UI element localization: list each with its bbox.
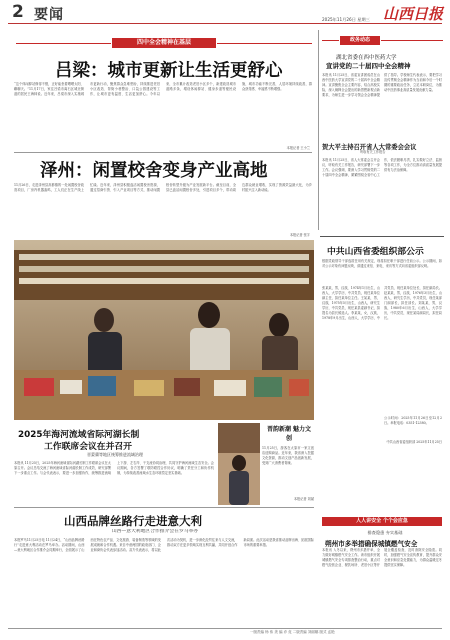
bookstore-photo <box>14 240 314 420</box>
divider-lvliang <box>14 152 312 153</box>
footer-rule <box>8 628 442 629</box>
safety-kicker: 排查隐患 夯实基础 <box>367 530 403 535</box>
org-box-top <box>320 236 444 237</box>
org-intro: 根据党政领导干部选拔任用有关规定，现将拟任职干部进行任前公示。公示期间，如对公示对象有问题反映，请通过来信、来电、来访等方式向省委组织部反映。 <box>322 259 442 268</box>
lvliang-body: “这个休闲驿站修得不错，正好能坐着晒晒太阳、聊聊天。”11月17日，家住吕梁市离石区城北街道的居民王海林说。近年来，吕梁市深入实施城市更新行动，聚焦群众急难愁盼，持续推进老旧小区改造、背街小巷整治、口袋公园建设等工作，让城市更有温度、生活更加舒心。今年以来，全市累计改造老旧小区多个，新建改造城市道路多条，增设休闲驿站、健身步道等便民设施，城市功能不断完善，人居环境持续改善，群众获得感、幸福感不断增强。 <box>14 82 312 96</box>
gov-tag-rule-right <box>381 40 443 41</box>
haihe-headline-2: 工作联席会议在并召开 <box>44 442 132 452</box>
lvliang-headline: 吕梁：城市更新让生活更舒心 <box>55 61 283 81</box>
gov-title-small: 湖北省委在西中医药大学 <box>336 55 397 61</box>
bookstore-photo-svg <box>14 240 314 420</box>
page-number: 2 <box>12 2 24 22</box>
gov-title: 宣讲党的二十届四中全会精神 <box>326 62 411 70</box>
right-column-rule <box>318 30 319 230</box>
creative-caption-body: 11月25日，游客在太原市一家文创店选购商品。近年来，我省深入挖掘文化资源，推动文创产品创新发展，受到广大消费者青睐。 <box>262 446 314 465</box>
congress-title: 贺大平主持召开省人大常委会会议 <box>322 144 417 151</box>
creative-caption-title: 晋韵新潮 魅力文创 <box>266 426 312 442</box>
gov-news-tag: 政务动态 <box>340 36 380 45</box>
creative-caption-byline: 本报记者 刘斌 <box>293 497 314 501</box>
brand-body: 本报罗马11月25日电 11月24日，“山西品牌丝路行”走进意大利活动在罗马举办。活动期间，山西—意大利地区合作推介会同期举行，全面展示了山西在特色农产品、文化旅游、装备制造等领域的发展成就和合作机遇。来自中意两国的政府部门、企业和商协会代表参加活动。双方代表表示，将以此次活动为契机，进一步深化经贸往来与人文交流，推动双方在更多领域实现互利共赢，共同开创合作新局面。此次活动是我省推动品牌出海、拓展国际市场的重要举措。 <box>14 538 314 552</box>
footer-editors: 一版责编 杨 伟 美 编 乔 竞 二版责编 刘丽娜 版式 孟艳 <box>250 630 335 634</box>
safety-headline: 朔州市多举措确保城镇燃气安全 <box>325 540 418 548</box>
header-rule <box>8 23 442 24</box>
zezhou-headline: 泽州：闲置校舍变身产业高地 <box>40 161 268 181</box>
zezhou-body: 11月26日，走进泽州县高都镇的一处闲置校舍改造项目，厂房内机器轰鸣，工人们正在生产线上忙碌。近年来，泽州县积极盘活闲置校舍资源，通过招商引资、引入产业项目等方式，推动闲置校舍转型升级为产业发展新平台。截至目前，全县已盘活闲置校舍多处，引进项目多个，带动周边群众就业增收，实现了资源效益最大化，为乡村振兴注入新动能。 <box>14 183 312 192</box>
banner-right-rule <box>217 43 312 44</box>
creative-photo-svg <box>218 423 260 505</box>
gov-body: 本报讯 11月25日，省委宣讲团成员在山西中医药大学宣讲党的二十届四中全会精神。宣讲聚焦全会主要内容，结合高校实际，深入阐释全会提出的新思想新观点新要求，为师生进一步学习领会全会精神提供了指导。学校师生代表表示，要把学习宣传贯彻全会精神作为当前和今后一个时期的重要政治任务，立足本职岗位，为推动中医药事业高质量发展贡献力量。 <box>322 73 442 97</box>
brand-headline: 山西品牌丝路行走进意大利 <box>64 514 202 528</box>
gov-tag-rule-left <box>322 40 339 41</box>
brand-subtitle: 山西—意大利地区合作推介会在罗马举办 <box>111 529 199 534</box>
masthead-logo: 山西日报 <box>383 5 444 23</box>
section-name: 要闻 <box>34 7 64 23</box>
org-title: 中共山西省委组织部公示 <box>327 247 424 257</box>
safety-tag: 人人讲安全 个个会应急 <box>322 517 442 526</box>
haihe-subtitle: 晋蒙冀等地区统筹推进流域治理 <box>87 452 143 457</box>
safety-body: 本报讯 入冬以来，朔州市多措并举，全力做好城镇燃气安全工作。该市组织开展城镇燃气安全专项排查整治行动，重点对燃气经营企业、餐饮场所、老旧小区等开展全覆盖检查，及时消除安全隐患。同时，加强燃气安全宣传教育，提升群众安全意识和应急处置能力，为群众温暖过冬提供坚实保障。 <box>322 548 442 567</box>
creative-photo <box>218 423 260 505</box>
congress-body: 本报讯 11月25日，省人大常委会召开会议，听取有关工作报告，研究部署下一步工作。会议强调，要深入学习贯彻党的二十届四中全会精神，紧紧围绕全省中心工作，依法履职尽责，扎实做好立法、监督等各项工作，为全方位推动高质量发展提供有力法治保障。 <box>322 158 442 177</box>
org-signature: 中共山西省委组织部 2025年11月25日 <box>386 440 442 444</box>
haihe-headline-1: 2025年海河流域省际河湖长制 <box>18 430 140 440</box>
haihe-body-left: 本报讯 11月25日，2025年海河流域省际河湖长制工作联席会议在太原召开。会议总结交流了海河流域省际河湖长制工作成效，研究部署下一步重点工作。与会代表表示，要进一步加强协作，统筹推进流域上下游、左右岸、干支流协同治理，共同守护海河流域生态安全。会议期间，各方签署了联防联控合作协议，明确了责任分工和协作机制，为持续改善流域水生态环境奠定坚实基础。 <box>14 461 214 475</box>
lvliang-byline: 本报记者 王小兰 <box>286 146 310 150</box>
banner-left-rule <box>16 43 111 44</box>
congress-subtitle: 听取有关工作报告 <box>360 150 386 154</box>
divider-haihe <box>14 507 314 508</box>
zezhou-byline: 本报记者 张宇 <box>289 233 310 237</box>
org-body: 张某某，男，汉族，1974年1月出生，山西人，大学学历，中共党员，现任某单位副主任，拟任某单位主任。王某某，男，汉族，1975年5月出生，山西人，研究生学历，中共党员，现任某县委副书记，拟提名为县长候选人。李某某，女，汉族，1978年9月出生，山西人，大学学历，中共党员，现任某单位处长，拟任副局长。赵某某，男，汉族，1976年3月出生，山西人，研究生学历，中共党员，现任某部门副部长，拟任部长。刘某某，男，汉族，1980年6月出生，山西人，大学学历，中共党员，现任某局副局长，拟任局长。 <box>322 286 442 320</box>
banner-plenary: 四中全会精神在基层 <box>112 38 216 48</box>
org-contact: 公示时间：2025年11月26日至12月2日。举报电话：0351-12380。 <box>384 416 442 425</box>
date-line: 2025年11月26日 星期三 <box>322 17 370 22</box>
